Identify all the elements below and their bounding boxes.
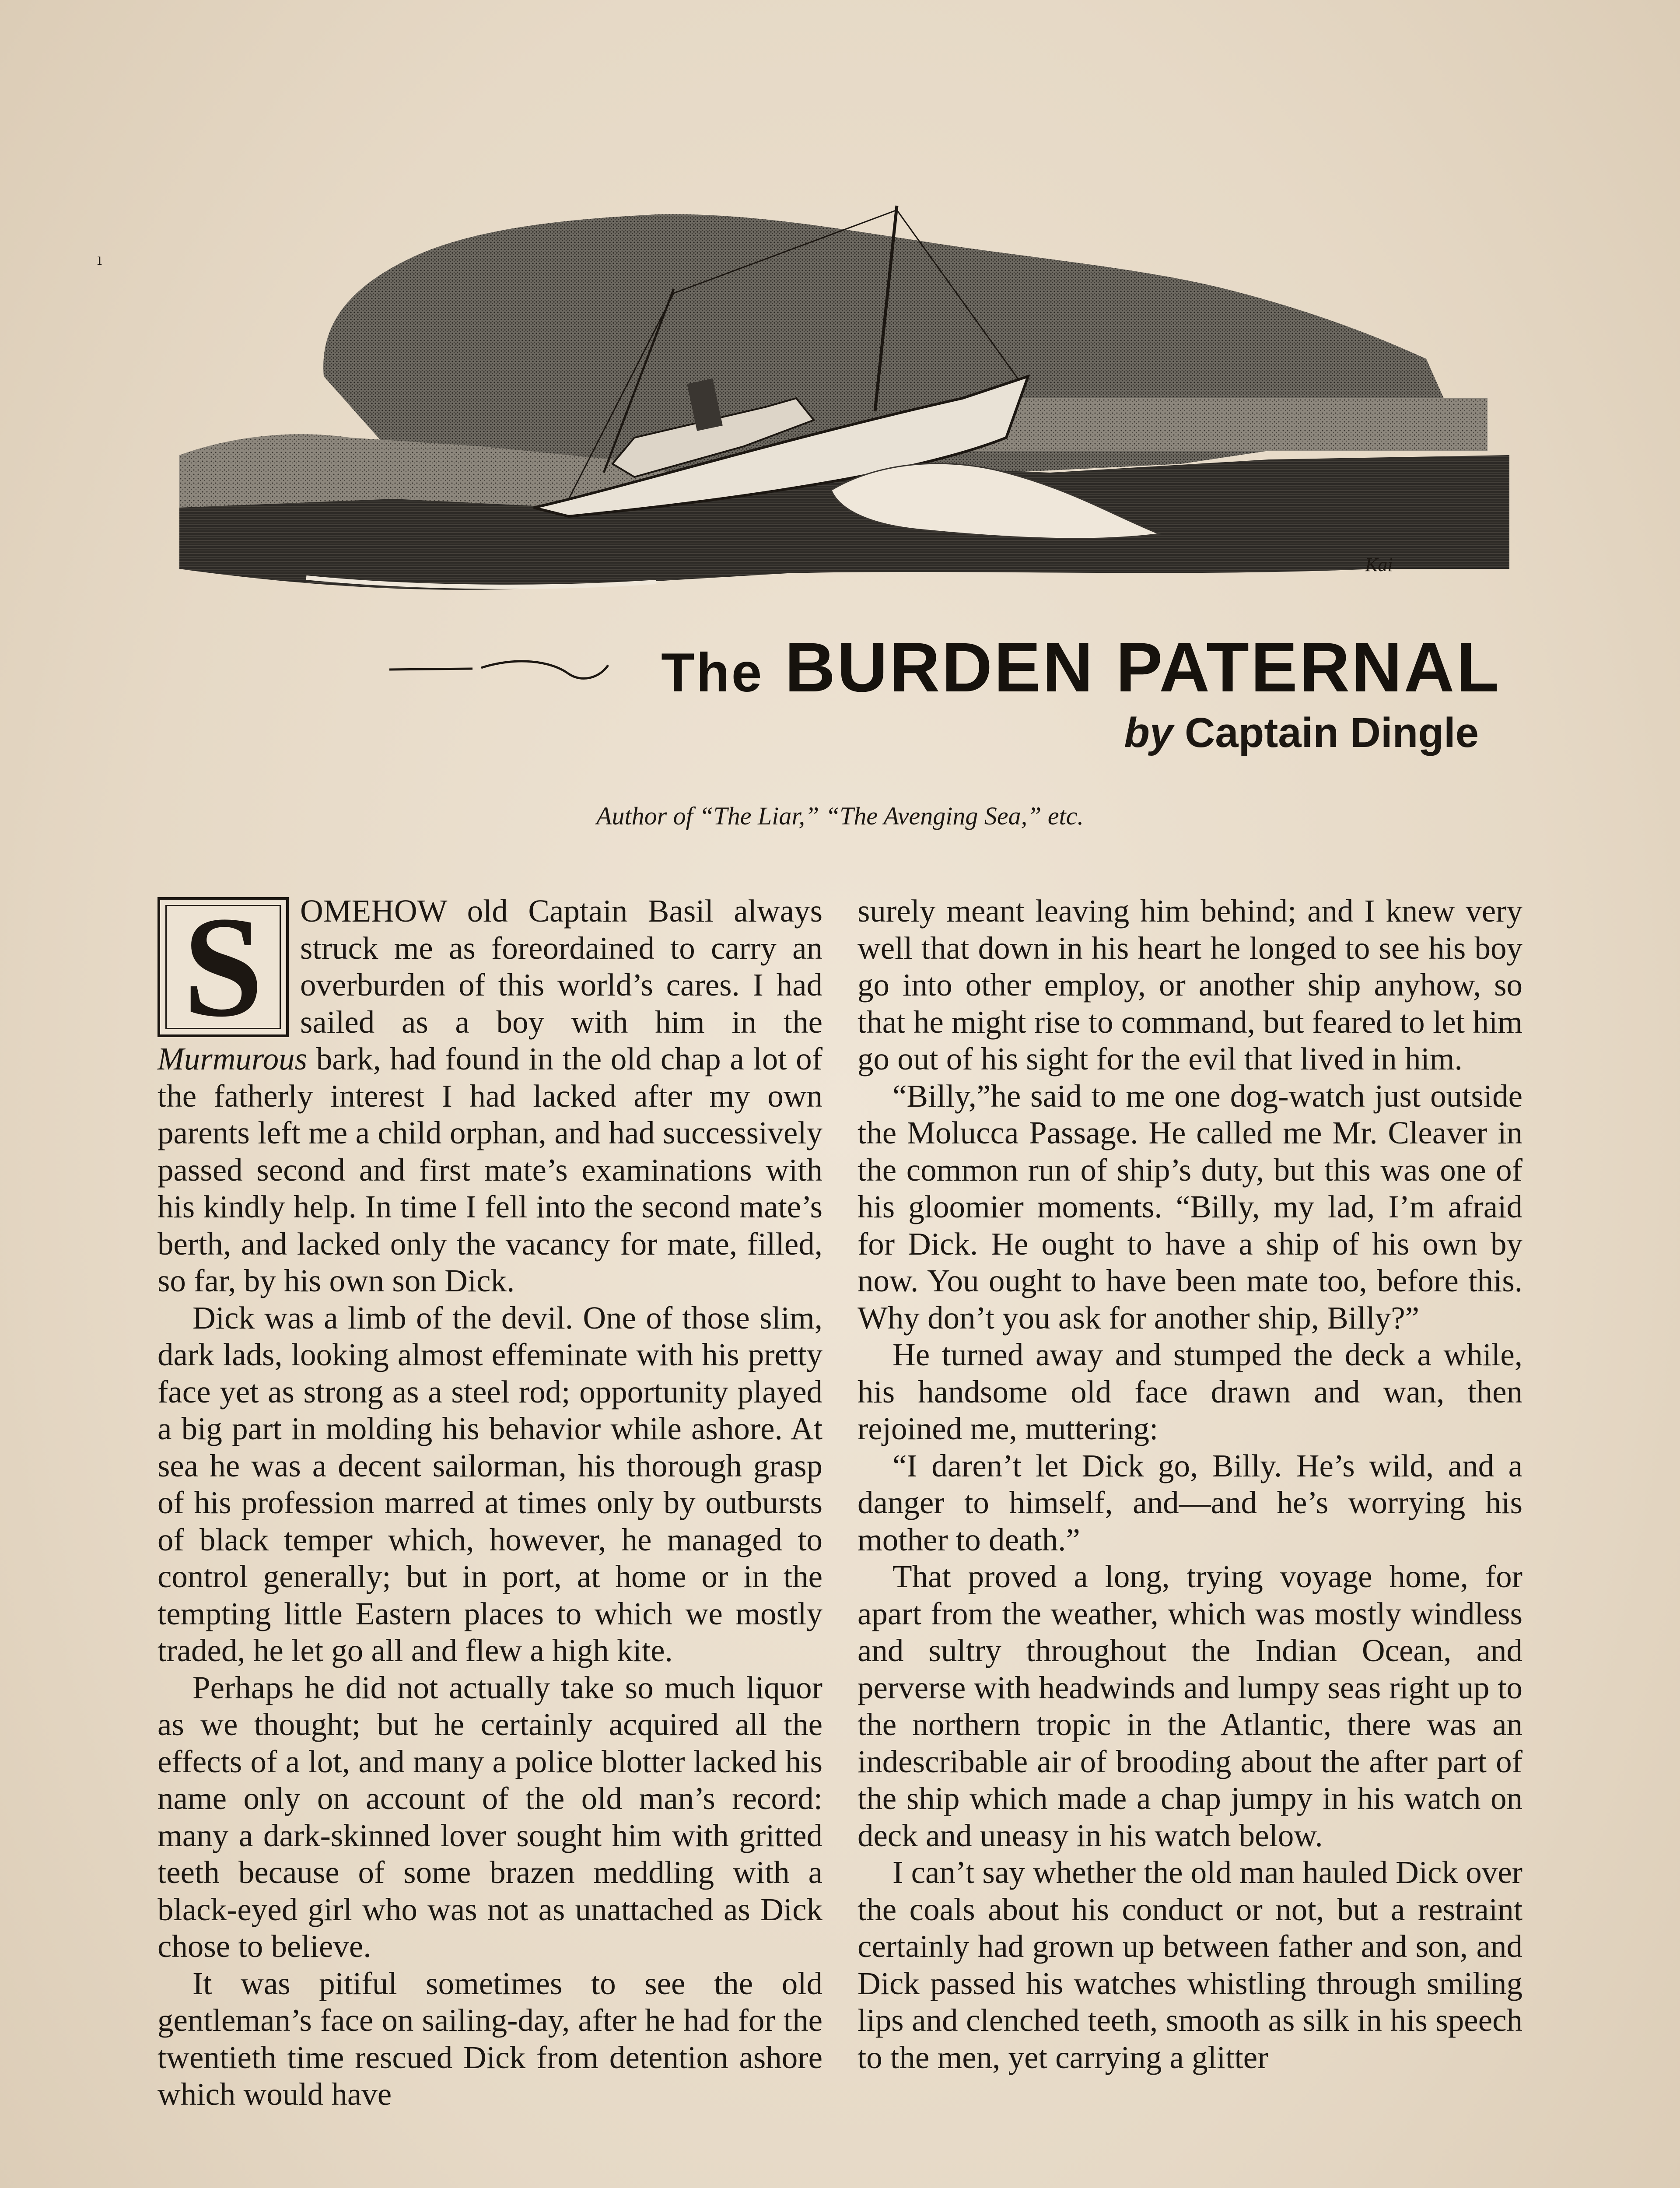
left-paragraph-1-end: bark, had found in the old chap a lot of the fatherly interest I had lacked after my own parents left me a child orphan, and had successively passed second and first mate’s examinations with his kindly help. In time I fell into the second mate’s berth, and lacked only the vacancy for mate, filled, so far, by his own son Dick. (158, 1041, 822, 1298)
right-paragraph-6: I can’t say whether the old man hauled Dick over the coals about his conduct or not, but a restraint certainly had grown up between father and son, and Dick passed his watches whistling through smiling lips and clenched teeth, smooth as silk in his speech to the men, yet carrying a glitter (858, 1855, 1522, 2075)
byline-by: by (1124, 709, 1173, 756)
title-main: BURDEN PATERNAL (784, 628, 1501, 706)
left-paragraph-4: It was pitiful sometimes to see the old gentleman’s face on sailing-day, after he had for the twentieth time rescued Dick from detention ashore which would have (158, 1965, 822, 2112)
title-block (604, 630, 1505, 779)
story-title (661, 630, 1501, 710)
right-paragraph-4: “I daren’t let Dick go, Billy. He’s wild, and a danger to himself, and—and he’s worrying his mother to death.” (858, 1448, 1522, 1557)
ship-name-murmurous: Murmurous (158, 1041, 308, 1076)
horizon-band (962, 398, 1488, 451)
right-paragraph-2: “Billy,”he said to me one dog-watch just outside the Molucca Passage. He called me Mr. Cleaver in the common run of ship’s duty, but this was one of his gloomier moments. “Billy, my lad, I’m afraid for Dick. He ought to have a ship of his own by now. You ought to have been mate too, before this. Why don’t you ask for another ship, Billy?” (858, 1078, 1522, 1336)
title-flourish (385, 648, 612, 691)
stray-mark: ı (97, 249, 102, 269)
left-paragraph-3: Perhaps he did not actually take so much liquor as we thought; but he certainly acquired all the effects of a lot, and many a police blotter lacked his name only on account of the old man’s record: many a dark-skinned lover sought him with gritted teeth because of some brazen meddling with a black-eyed girl who was not as unattached as Dick chose to believe. (158, 1669, 822, 1964)
byline-author: Captain Dingle (1184, 709, 1479, 756)
right-paragraph-3: He turned away and stumped the deck a while, his handsome old face drawn and wan, then rejoined me, muttering: (858, 1337, 1522, 1446)
left-paragraph-1-start: OMEHOW old Captain Basil always struck me as foreordained to carry an overburden of this world’s cares. I had sailed as a boy with him in the (300, 893, 822, 1040)
left-column (158, 887, 822, 2188)
left-paragraph-2: Dick was a limb of the devil. One of those slim, dark lads, looking almost effeminate with his pretty face yet as strong as a steel rod; opportunity played a big part in molding his behavior while ashore. At sea he was a decent sailorman, his thorough grasp of his profession marred at times only by outbursts of black temper which, however, he managed to control generally; but in port, at home or in the tempting little Eastern places to which we mostly traded, he let go all and flew a high kite. (158, 1300, 822, 1668)
drop-cap (158, 887, 289, 1047)
right-paragraph-1: surely meant leaving him behind; and I knew very well that down in his heart he longed to see his boy go into other employ, or another ship anyhow, so that he might rise to command, but feared to let him go out of his sight for the evil that lived in him. (858, 893, 1522, 1076)
title-the: The (661, 642, 764, 703)
drop-cap-letter: S (165, 905, 281, 1029)
byline (1124, 709, 1479, 757)
artist-signature: Kai (1365, 554, 1393, 575)
author-note: Author of “The Liar,” “The Avenging Sea,” etc. (596, 802, 1084, 830)
right-paragraph-5: That proved a long, trying voyage home, for apart from the weather, which was mostly windless and sultry throughout the Indian Ocean, and perverse with headwinds and lumpy seas right up to the northern tropic in the Atlantic, there was an indescribable air of brooding about the after part of the ship which made a chap jumpy in his watch on deck and uneasy in his watch below. (858, 1559, 1522, 1853)
right-column (858, 893, 1522, 2188)
ship-illustration (175, 193, 1514, 621)
